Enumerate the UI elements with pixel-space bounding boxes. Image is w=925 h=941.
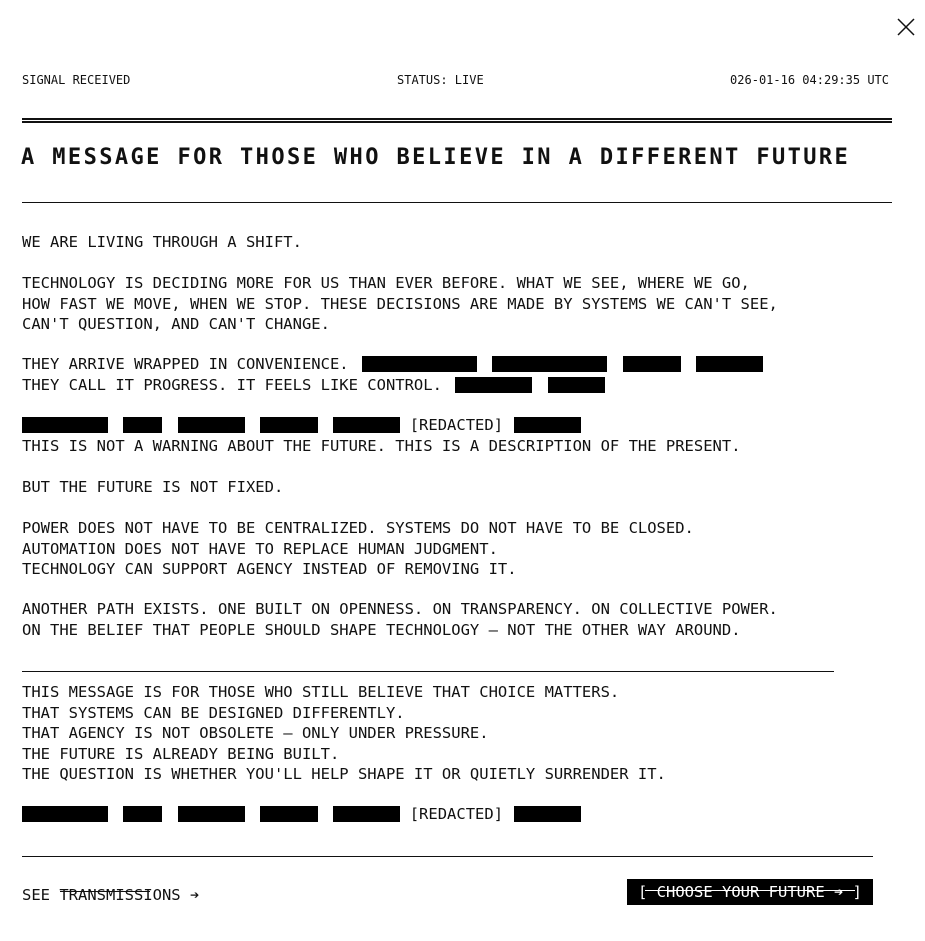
paragraph-another-path [22,599,778,640]
redacted-label: [REDACTED] [409,805,504,823]
paragraph-line: ANOTHER PATH EXISTS. ONE BUILT ON OPENNESS. ON TRANSPARENCY. ON COLLECTIVE POWER. [22,600,778,618]
redaction-bar [548,377,605,393]
redaction-bar [362,356,477,372]
redacted-block [22,804,581,825]
paragraph-line: CAN'T QUESTION, AND CAN'T CHANGE. [22,315,330,333]
page-title: A MESSAGE FOR THOSE WHO BELIEVE IN A DIFFERENT FUTURE [21,145,851,170]
redacted-block [22,415,741,456]
redaction-bar [178,806,245,822]
paragraph-line: HOW FAST WE MOVE, WHEN WE STOP. THESE DECISIONS ARE MADE BY SYSTEMS WE CAN'T SEE, [22,294,778,313]
redaction-bar [178,417,245,433]
status-label: STATUS: LIVE [397,73,484,87]
paragraph-line-with-redactions [22,354,763,375]
paragraph-text: THEY ARRIVE WRAPPED IN CONVENIENCE. [22,355,349,373]
paragraph-line: AUTOMATION DOES NOT HAVE TO REPLACE HUMAN JUDGMENT. [22,539,498,558]
redaction-bar [22,806,108,822]
redaction-bar [492,356,607,372]
paragraph-line: THAT SYSTEMS CAN BE DESIGNED DIFFERENTLY. [22,703,405,722]
choose-your-future-button[interactable] [627,879,873,905]
redacted-line [22,415,741,436]
paragraph-not-fixed [22,477,283,498]
paragraph-line: TECHNOLOGY IS DECIDING MORE FOR US THAN EVER BEFORE. WHAT WE SEE, WHERE WE GO, [22,274,750,292]
paragraph-line: THIS MESSAGE IS FOR THOSE WHO STILL BELIEVE THAT CHOICE MATTERS. [22,683,620,701]
redaction-bar [696,356,763,372]
strikethrough-line [645,890,855,891]
paragraph-text: THEY CALL IT PROGRESS. IT FEELS LIKE CONTROL. [22,375,442,394]
paragraph-line: ON THE BELIEF THAT PEOPLE SHOULD SHAPE TECHNOLOGY — NOT THE OTHER WAY AROUND. [22,620,741,639]
redaction-bar [260,806,318,822]
paragraph-convenience [22,354,763,395]
redaction-bar [260,417,318,433]
redacted-label: [REDACTED] [409,416,504,434]
paragraph-shift [22,232,302,253]
divider [22,671,834,672]
paragraph-line-with-redactions [22,375,763,396]
paragraph-line: BUT THE FUTURE IS NOT FIXED. [22,478,284,496]
paragraph-power [22,518,694,580]
redaction-bar [455,377,532,393]
double-divider [22,118,892,123]
paragraph-line: WE ARE LIVING THROUGH A SHIFT. [22,233,302,251]
divider [22,856,873,857]
redaction-bar [623,356,681,372]
paragraph-line: THIS IS NOT A WARNING ABOUT THE FUTURE. THIS IS A DESCRIPTION OF THE PRESENT. [22,436,741,455]
timestamp-label: 026-01-16 04:29:35 UTC [730,73,889,87]
strikethrough-line [60,891,150,892]
choose-your-future-label: [ CHOOSE YOUR FUTURE ➔ ] [638,883,862,901]
signal-received-label: SIGNAL RECEIVED [22,73,131,87]
see-transmissions-link[interactable] [22,886,199,904]
paragraph-line: TECHNOLOGY CAN SUPPORT AGENCY INSTEAD OF REMOVING IT. [22,560,517,578]
redaction-bar [333,806,400,822]
redaction-bar [514,417,581,433]
paragraph-line: THE FUTURE IS ALREADY BEING BUILT. [22,744,340,763]
paragraph-line: POWER DOES NOT HAVE TO BE CENTRALIZED. SYSTEMS DO NOT HAVE TO BE CLOSED. [22,519,694,537]
redaction-bar [333,417,400,433]
divider [22,202,892,203]
redaction-bar [123,806,162,822]
redaction-bar [22,417,108,433]
close-icon[interactable] [895,16,917,38]
paragraph-technology [22,273,778,335]
redaction-bar [123,417,162,433]
redacted-line [22,804,581,825]
paragraph-message [22,682,666,785]
paragraph-line: THE QUESTION IS WHETHER YOU'LL HELP SHAPE IT OR QUIETLY SURRENDER IT. [22,765,666,783]
paragraph-line: THAT AGENCY IS NOT OBSOLETE — ONLY UNDER PRESSURE. [22,724,489,742]
redaction-bar [514,806,581,822]
see-transmissions-label: SEE TRANSMISSIONS ➔ [22,886,200,904]
